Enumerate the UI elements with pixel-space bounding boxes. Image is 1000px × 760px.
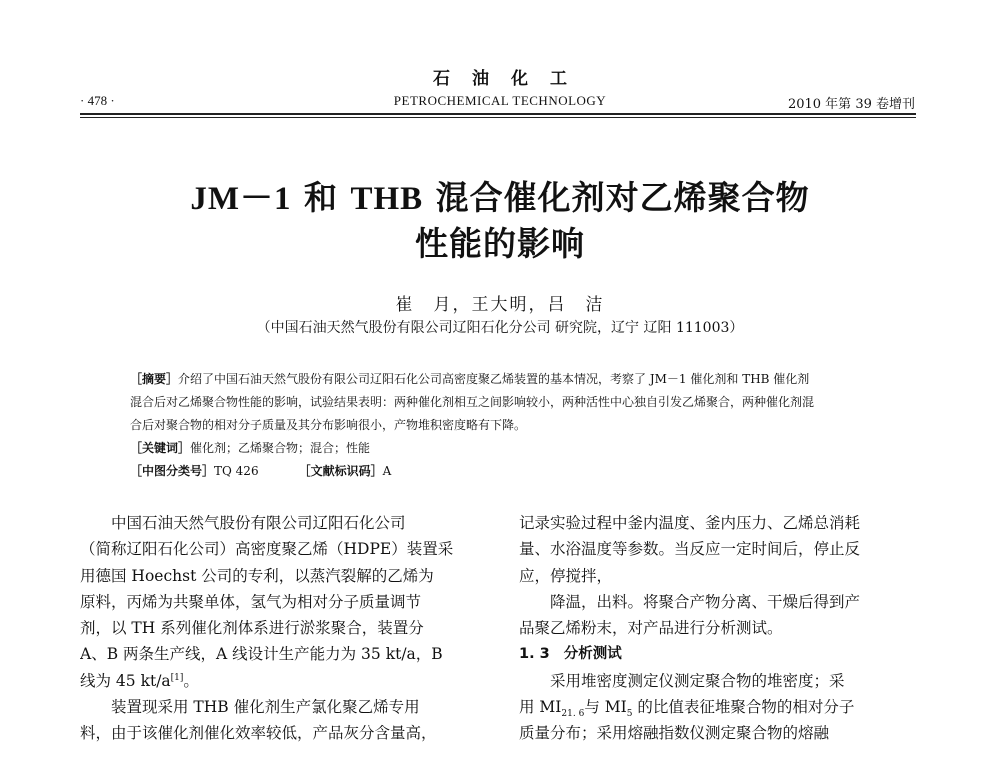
body-line: 原料，丙烯为共聚单体，氢气为相对分子质量调节 xyxy=(80,592,422,611)
article-title-line-2: 性能的影响 xyxy=(415,224,585,263)
keywords-label: ［关键词］ xyxy=(130,441,191,455)
abstract-line xyxy=(130,368,870,391)
body-text: 。 xyxy=(183,671,199,690)
section-title: 分析测试 xyxy=(563,646,622,663)
body-line: A、B 两条生产线，A 线设计生产能力为 35 kt/a，B xyxy=(80,645,443,664)
keywords: 催化剂；乙烯聚合物；混合；性能 xyxy=(190,441,371,455)
citation-ref: [1] xyxy=(170,672,184,683)
body-line: 量、水浴温度等参数。当反应一定时间后，停止反 xyxy=(519,540,861,559)
body-line: 装置现采用 THB 催化剂生产氯化聚乙烯专用 xyxy=(111,698,420,717)
subscript: 5 xyxy=(626,709,633,720)
right-column xyxy=(519,510,919,747)
title-part: THB xyxy=(350,181,424,217)
title-part: 和 xyxy=(291,178,351,217)
article-title-line-1 xyxy=(0,172,1000,219)
doc-code-label: ［文献标识码］ xyxy=(298,464,383,478)
body-line: 降温，出料。将聚合产物分离、干燥后得到产 xyxy=(550,592,861,611)
journal-title-en: PETROCHEMICAL TECHNOLOGY xyxy=(393,93,607,108)
body-line: 质量分布；采用熔融指数仪测定聚合物的熔融 xyxy=(519,724,830,743)
page-number: · 478 · xyxy=(80,93,115,108)
section-heading xyxy=(519,641,919,667)
header-rule xyxy=(80,113,916,115)
keywords-line xyxy=(130,437,870,460)
body-line: 剂，以 TH 系列催化剂体系进行淤浆聚合，装置分 xyxy=(80,619,424,638)
class-label: ［中图分类号］ xyxy=(130,464,215,478)
classification-line xyxy=(130,460,870,483)
doc-code-value: A xyxy=(382,464,392,478)
abstract-line: 混合后对乙烯聚合物性能的影响，试验结果表明：两种催化剂相互之间影响较小，两种活性中心独自引发乙烯聚合，两种催化剂混 xyxy=(130,395,815,409)
header-rule-thin xyxy=(80,117,916,118)
journal-title-cn: 石油化工 xyxy=(433,69,589,89)
body-text: 线为 45 kt/a xyxy=(80,671,171,690)
abstract-line: 合后对聚合物的相对分子质量及其分布影响很小，产物堆积密度略有下降。 xyxy=(130,418,527,432)
body-line xyxy=(80,668,485,694)
body-text: 与 MI xyxy=(584,698,627,717)
body-line: 料，由于该催化剂催化效率较低，产品灰分含量高， xyxy=(80,724,437,743)
abstract-label: ［摘要］ xyxy=(130,372,179,386)
abstract-text: 介绍了中国石油天然气股份有限公司辽阳石化公司高密度聚乙烯装置的基本情况，考察了 JM－1 催化剂和 THB 催化剂 xyxy=(178,372,810,386)
body-line: 记录实验过程中釜内温度、釜内压力、乙烯总消耗 xyxy=(519,514,861,532)
title-part: 混合催化剂对乙烯聚合物 xyxy=(423,178,810,217)
body-text: 的比值表征堆聚合物的相对分子 xyxy=(632,698,855,717)
left-column xyxy=(80,510,485,747)
body-line xyxy=(519,694,919,720)
body-line: 采用堆密度测定仪测定聚合物的堆密度；采 xyxy=(550,671,845,690)
class-value: TQ 426 xyxy=(214,464,259,478)
body-text: 用 MI xyxy=(519,698,562,717)
section-number: 1. 3 xyxy=(519,646,550,663)
issue-info: 2010 年第 39 卷增刊 xyxy=(787,97,915,112)
body-line: 应，停搅拌， xyxy=(519,566,613,585)
affiliation: （中国石油天然气股份有限公司辽阳石化分公司 研究院，辽宁 辽阳 111003） xyxy=(256,320,744,336)
title-part: JM－1 xyxy=(190,181,292,217)
abstract-block xyxy=(130,368,870,483)
body-line: （简称辽阳石化公司）高密度聚乙烯（HDPE）装置采 xyxy=(80,540,454,559)
body-line: 中国石油天然气股份有限公司辽阳石化公司 xyxy=(111,514,406,532)
body-line: 品聚乙烯粉末，对产品进行分析测试。 xyxy=(519,619,783,638)
authors: 崔 月，王大明，吕 洁 xyxy=(395,295,605,315)
subscript: 21. 6 xyxy=(561,709,585,720)
body-line: 用德国 Hoechst 公司的专利，以蒸汽裂解的乙烯为 xyxy=(80,566,434,585)
